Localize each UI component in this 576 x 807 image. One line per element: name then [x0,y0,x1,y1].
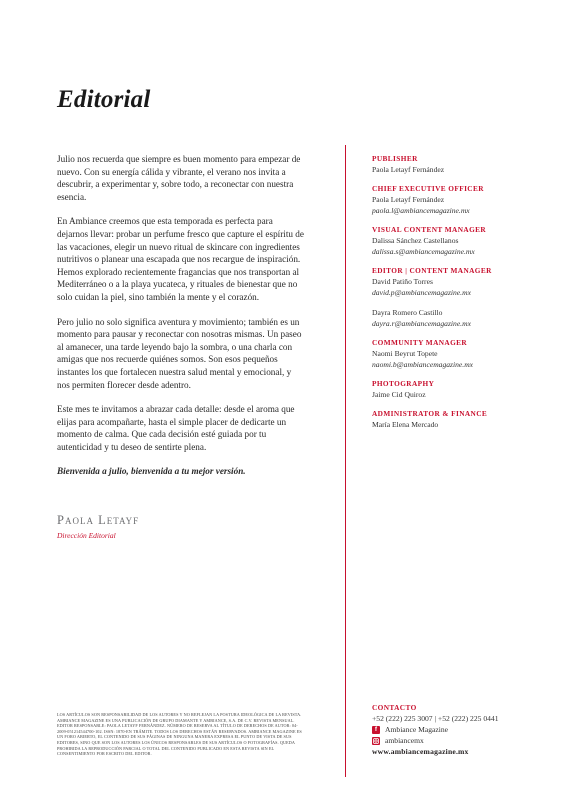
person-name: Dayra Romero Castillo [372,308,443,317]
instagram-link[interactable] [372,735,552,746]
facebook-icon: f [372,726,380,734]
legal-notice: LOS ARTÍCULOS SON RESPONSABILIDAD DE LOS AUTORES Y NO REFLEJAN LA POSTURA IDEOLÓGICA DE LA REVISTA. AMBIANCE MAGAZINE ES UNA PUBLICACIÓN DE GRUPO DIAMANTE Y AMBIANCE, S.A. DE C.V. REVISTA MENSUAL. EDITOR RESPONSABLE: PAOLA LETAYF FERNÁNDEZ. NÚMERO DE RESERVA AL TÍTULO DE DERECHOS DE AUTOR: 04-2009-051214544700-102. ISSN: 1870-EN TRÁMITE. TODOS LOS DERECHOS ESTÁN RESERVADOS. AMBIANCE MAGAZINE ES UN FORO ABIERTO, EL CONTENIDO DE SUS PÁGINAS DE NINGUNA MANERA EXPRESA EL PUNTO DE VISTA DE SUS EDITORES, SINO QUE SON LOS AUTORES LOS ÚNICOS RESPONSABLES DE SUS ARTÍCULOS O FOTOGRAFÍAS. QUEDA PROHIBIDA LA REPRODUCCIÓN PARCIAL O TOTAL DEL CONTENIDO PUBLICADO EN ESTA REVISTA SIN EL CONSENTIMIENTO POR ESCRITO DEL EDITOR. [57,712,302,757]
person-name: Paola Letayf Fernández [372,195,445,204]
person-name: David Patiño Torres [372,277,433,286]
paragraph: Julio nos recuerda que siempre es buen momento para empezar de nuevo. Con su energía cálida y vibrante, el verano nos invita a descubrir, a experimentar y, sobre todo, a reconectar con nuestra esencia. [57,154,301,202]
role-label: VISUAL CONTENT MANAGER [372,225,487,234]
paragraph: Pero julio no solo significa aventura y movimiento; también es un momento para pausar y reconectar con nosotras mismas. Un paseo al amanecer, una tarde leyendo bajo la sombra, o una charla con amigas que nos recuerde quiénes somos. Son esos pequeños instantes los que fortalecen nuestra salud mental y emocional, y nos permiten florecer desde adentro. [57,316,302,390]
masthead-photography [372,379,552,400]
role-label: PHOTOGRAPHY [372,379,435,388]
facebook-link[interactable] [372,724,552,735]
masthead-ceo [372,184,552,216]
instagram-label: ambiancemx [385,736,424,745]
masthead-visual [372,225,552,257]
person-email[interactable]: dalissa.s@ambiancemagazine.mx [372,247,475,256]
masthead [372,154,552,439]
signature-role: Dirección Editorial [57,531,116,540]
signature-name: Paola Letayf [57,513,140,527]
masthead-admin [372,409,552,430]
person-name: Dalissa Sánchez Castellanos [372,236,459,245]
contact-block [372,702,552,758]
paragraph: En Ambiance creemos que esta temporada es perfecta para dejarnos llevar: probar un perfume fresco que capture el espíritu de las vacaciones, elegir un nuevo ritual de skincare con ingredientes nutritivos o planear una escapada que nos recargue de inspiración. Hemos explorado recientemente fragancias que nos transportan al Mediterráneo o a la playa yucateca, y rituales de bienestar que no solo cuidan la piel, sino también la mente y el corazón. [57,216,304,302]
person-email[interactable]: dayra.r@ambiancemagazine.mx [372,319,471,328]
closing-line: Bienvenida a julio, bienvenida a tu mejor versión. [57,466,246,477]
masthead-community [372,338,552,370]
person-name: Paola Letayf Fernández [372,165,445,174]
contact-phones[interactable]: +52 (222) 225 3007 | +52 (222) 225 0441 [372,714,499,723]
website-link[interactable]: www.ambiancemagazine.mx [372,747,469,756]
paragraph: Este mes te invitamos a abrazar cada detalle: desde el aroma que elijas para acompañarte, hasta el simple placer de dedicarte un momento de calma. Que cada decisión esté guiada por tu autenticidad y tu deseo de sentirte plena. [57,404,295,452]
masthead-editor-2 [372,307,552,329]
contact-title: CONTACTO [372,703,417,712]
role-label: CHIEF EXECUTIVE OFFICER [372,184,484,193]
page-title: Editorial [57,86,151,113]
role-label: COMMUNITY MANAGER [372,338,468,347]
role-label: PUBLISHER [372,154,418,163]
person-email[interactable]: naomi.b@ambiancemagazine.mx [372,360,474,369]
person-email[interactable]: david.p@ambiancemagazine.mx [372,288,471,297]
role-label: ADMINISTRATOR & FINANCE [372,409,488,418]
person-name: María Elena Mercado [372,420,439,429]
column-divider [345,145,346,777]
instagram-icon [372,737,380,745]
role-label: EDITOR | CONTENT MANAGER [372,266,492,275]
masthead-publisher [372,154,552,175]
person-email[interactable]: paola.l@ambiancemagazine.mx [372,206,470,215]
editorial-body [57,153,304,490]
facebook-label: Ambiance Magazine [385,725,449,734]
person-name: Naomi Beyrut Topete [372,349,438,358]
person-name: Jaime Cid Quiroz [372,390,426,399]
masthead-editor [372,266,552,298]
